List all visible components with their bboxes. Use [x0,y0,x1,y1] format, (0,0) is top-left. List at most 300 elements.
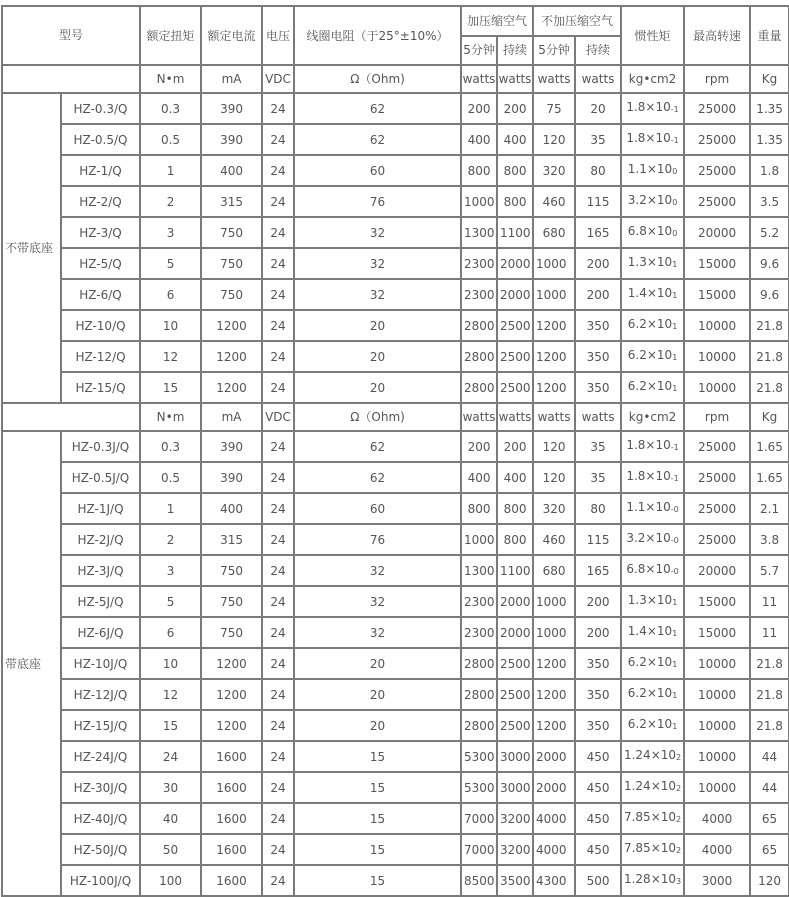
resistance-cell: 62 [294,124,461,155]
torque-cell: 10 [140,310,201,341]
inertia-cell: 6.2×101 [621,372,684,403]
table-row [2,217,789,248]
resistance-cell: 15 [294,834,461,865]
torque-cell: 2 [140,524,201,555]
pc-cell: 1100 [497,555,533,586]
p5-cell: 8500 [461,865,497,896]
u5-cell: 1200 [533,648,575,679]
speed-cell: 4000 [684,803,750,834]
p5-cell: 2300 [461,279,497,310]
u5-cell: 2000 [533,772,575,803]
p5-cell: 400 [461,462,497,493]
weight-cell: 44 [750,741,789,772]
pc-cell: 800 [497,524,533,555]
weight-cell: 5.7 [750,555,789,586]
resistance-cell: 76 [294,524,461,555]
u5-cell: 4000 [533,803,575,834]
table-row [2,493,789,524]
torque-cell: 0.3 [140,93,201,124]
current-cell: 750 [201,555,262,586]
model-cell: HZ-10J/Q [61,648,140,679]
table-row [2,741,789,772]
inertia-cell: 1.28×103 [621,865,684,896]
p5-cell: 2300 [461,617,497,648]
current-cell: 390 [201,124,262,155]
uc-cell: 20 [575,93,621,124]
torque-cell: 50 [140,834,201,865]
header-resistance: 线圈电阻（于25°±10%） [294,6,461,65]
speed-cell: 25000 [684,186,750,217]
weight-cell: 9.6 [750,248,789,279]
header-pressurized: 加压缩空气 [461,6,533,36]
voltage-cell: 24 [262,493,294,524]
torque-cell: 100 [140,865,201,896]
table-row [2,648,789,679]
current-cell: 390 [201,93,262,124]
current-cell: 400 [201,155,262,186]
uc-cell: 450 [575,803,621,834]
weight-cell: 11 [750,617,789,648]
uc-cell: 450 [575,834,621,865]
resistance-cell: 20 [294,310,461,341]
weight-cell: 1.35 [750,124,789,155]
u5-cell: 1000 [533,586,575,617]
uc-cell: 350 [575,341,621,372]
voltage-cell: 24 [262,648,294,679]
unit-inertia: kg•cm2 [621,403,684,431]
weight-cell: 11 [750,586,789,617]
model-cell: HZ-1/Q [61,155,140,186]
torque-cell: 10 [140,648,201,679]
voltage-cell: 24 [262,741,294,772]
torque-cell: 15 [140,710,201,741]
pc-cell: 2000 [497,617,533,648]
speed-cell: 10000 [684,341,750,372]
speed-cell: 10000 [684,710,750,741]
resistance-cell: 62 [294,462,461,493]
resistance-cell: 20 [294,710,461,741]
inertia-cell: 1.3×101 [621,586,684,617]
pc-cell: 3000 [497,772,533,803]
resistance-cell: 76 [294,186,461,217]
table-row [2,710,789,741]
torque-cell: 6 [140,279,201,310]
uc-cell: 165 [575,555,621,586]
p5-cell: 2800 [461,648,497,679]
inertia-cell: 6.8×100 [621,217,684,248]
current-cell: 750 [201,617,262,648]
table-row [2,586,789,617]
voltage-cell: 24 [262,372,294,403]
voltage-cell: 24 [262,834,294,865]
weight-cell: 21.8 [750,341,789,372]
p5-cell: 2300 [461,248,497,279]
torque-cell: 6 [140,617,201,648]
speed-cell: 25000 [684,524,750,555]
group-label: 不带底座 [2,93,61,403]
voltage-cell: 24 [262,248,294,279]
speed-cell: 3000 [684,865,750,896]
uc-cell: 115 [575,524,621,555]
u5-cell: 320 [533,493,575,524]
p5-cell: 1000 [461,186,497,217]
current-cell: 1200 [201,648,262,679]
weight-cell: 65 [750,803,789,834]
resistance-cell: 20 [294,648,461,679]
weight-cell: 3.5 [750,186,789,217]
uc-cell: 80 [575,155,621,186]
current-cell: 1200 [201,341,262,372]
unit-resistance: Ω（Ohm) [294,65,461,93]
uc-cell: 35 [575,462,621,493]
resistance-cell: 32 [294,217,461,248]
uc-cell: 350 [575,310,621,341]
model-cell: HZ-2J/Q [61,524,140,555]
table-row [2,93,789,124]
p5-cell: 800 [461,155,497,186]
voltage-cell: 24 [262,462,294,493]
speed-cell: 25000 [684,493,750,524]
voltage-cell: 24 [262,279,294,310]
u5-cell: 75 [533,93,575,124]
resistance-cell: 20 [294,341,461,372]
uc-cell: 35 [575,431,621,462]
weight-cell: 9.6 [750,279,789,310]
speed-cell: 15000 [684,586,750,617]
u5-cell: 4000 [533,834,575,865]
u5-cell: 1200 [533,710,575,741]
unit-torque: N•m [140,403,201,431]
table-row [2,803,789,834]
table-row [2,679,789,710]
u5-cell: 1000 [533,248,575,279]
model-cell: HZ-40J/Q [61,803,140,834]
pc-cell: 3200 [497,803,533,834]
header-current: 额定电流 [201,6,262,65]
inertia-cell: 1.1×100 [621,155,684,186]
p5-cell: 1000 [461,524,497,555]
model-cell: HZ-0.5/Q [61,124,140,155]
voltage-cell: 24 [262,155,294,186]
p5-cell: 400 [461,124,497,155]
speed-cell: 10000 [684,772,750,803]
weight-cell: 2.1 [750,493,789,524]
pc-cell: 1100 [497,217,533,248]
voltage-cell: 24 [262,710,294,741]
model-cell: HZ-6J/Q [61,617,140,648]
weight-cell: 21.8 [750,372,789,403]
table-row [2,372,789,403]
unit-inertia: kg•cm2 [621,65,684,93]
current-cell: 390 [201,462,262,493]
voltage-cell: 24 [262,341,294,372]
speed-cell: 25000 [684,431,750,462]
uc-cell: 115 [575,186,621,217]
inertia-cell: 1.3×101 [621,248,684,279]
speed-cell: 10000 [684,372,750,403]
torque-cell: 5 [140,586,201,617]
pc-cell: 2500 [497,341,533,372]
pc-cell: 2000 [497,586,533,617]
units-row [2,65,789,93]
pc-cell: 200 [497,93,533,124]
model-cell: HZ-15J/Q [61,710,140,741]
torque-cell: 0.5 [140,124,201,155]
pc-cell: 2000 [497,248,533,279]
unit-u5: watts [533,403,575,431]
pc-cell: 3000 [497,741,533,772]
torque-cell: 0.3 [140,431,201,462]
unit-weight: Kg [750,403,789,431]
model-cell: HZ-12J/Q [61,679,140,710]
inertia-cell: 7.85×102 [621,803,684,834]
voltage-cell: 24 [262,772,294,803]
table-row [2,617,789,648]
unit-current: mA [201,65,262,93]
weight-cell: 1.65 [750,462,789,493]
uc-cell: 35 [575,124,621,155]
pc-cell: 800 [497,155,533,186]
speed-cell: 15000 [684,279,750,310]
unit-pc: watts [497,403,533,431]
weight-cell: 1.65 [750,431,789,462]
weight-cell: 5.2 [750,217,789,248]
header-continuous-a: 持续 [497,36,533,66]
weight-cell: 21.8 [750,679,789,710]
table-row [2,248,789,279]
u5-cell: 460 [533,186,575,217]
unit-speed: rpm [684,403,750,431]
weight-cell: 21.8 [750,648,789,679]
current-cell: 1600 [201,834,262,865]
resistance-cell: 15 [294,865,461,896]
uc-cell: 200 [575,586,621,617]
voltage-cell: 24 [262,431,294,462]
current-cell: 1600 [201,865,262,896]
unit-uc: watts [575,65,621,93]
header-five-min-b: 5分钟 [533,36,575,66]
speed-cell: 25000 [684,155,750,186]
u5-cell: 680 [533,217,575,248]
speed-cell: 4000 [684,834,750,865]
model-cell: HZ-15/Q [61,372,140,403]
p5-cell: 200 [461,431,497,462]
torque-cell: 5 [140,248,201,279]
voltage-cell: 24 [262,617,294,648]
table-row [2,279,789,310]
current-cell: 1600 [201,772,262,803]
current-cell: 315 [201,186,262,217]
weight-cell: 1.8 [750,155,789,186]
current-cell: 315 [201,524,262,555]
inertia-cell: 1.24×102 [621,772,684,803]
model-cell: HZ-3J/Q [61,555,140,586]
weight-cell: 44 [750,772,789,803]
pc-cell: 800 [497,493,533,524]
u5-cell: 1200 [533,679,575,710]
speed-cell: 10000 [684,648,750,679]
voltage-cell: 24 [262,524,294,555]
torque-cell: 12 [140,679,201,710]
pc-cell: 2500 [497,679,533,710]
spec-table-body [2,6,789,896]
p5-cell: 2300 [461,586,497,617]
resistance-cell: 15 [294,803,461,834]
model-cell: HZ-50J/Q [61,834,140,865]
speed-cell: 25000 [684,93,750,124]
torque-cell: 1 [140,493,201,524]
table-row [2,310,789,341]
inertia-cell: 6.2×101 [621,341,684,372]
speed-cell: 10000 [684,679,750,710]
uc-cell: 200 [575,248,621,279]
resistance-cell: 32 [294,248,461,279]
header-model: 型号 [2,6,140,65]
u5-cell: 1000 [533,617,575,648]
p5-cell: 800 [461,493,497,524]
model-cell: HZ-6/Q [61,279,140,310]
torque-cell: 12 [140,341,201,372]
u5-cell: 320 [533,155,575,186]
p5-cell: 2800 [461,679,497,710]
inertia-cell: 1.8×10-1 [621,93,684,124]
unit-u5: watts [533,65,575,93]
voltage-cell: 24 [262,124,294,155]
resistance-cell: 62 [294,93,461,124]
unit-torque: N•m [140,65,201,93]
pc-cell: 2000 [497,279,533,310]
pc-cell: 400 [497,462,533,493]
pc-cell: 2500 [497,372,533,403]
inertia-cell: 6.8×10-0 [621,555,684,586]
inertia-cell: 1.8×10-1 [621,124,684,155]
voltage-cell: 24 [262,679,294,710]
header-unpressurized: 不加压缩空气 [533,6,621,36]
u5-cell: 2000 [533,741,575,772]
weight-cell: 65 [750,834,789,865]
model-cell: HZ-0.3J/Q [61,431,140,462]
weight-cell: 21.8 [750,710,789,741]
speed-cell: 25000 [684,462,750,493]
inertia-cell: 6.2×101 [621,679,684,710]
p5-cell: 200 [461,93,497,124]
u5-cell: 120 [533,431,575,462]
torque-cell: 24 [140,741,201,772]
inertia-cell: 1.8×10-1 [621,462,684,493]
current-cell: 750 [201,248,262,279]
header-torque: 额定扭矩 [140,6,201,65]
uc-cell: 165 [575,217,621,248]
uc-cell: 350 [575,710,621,741]
model-cell: HZ-10/Q [61,310,140,341]
torque-cell: 3 [140,217,201,248]
speed-cell: 25000 [684,124,750,155]
uc-cell: 200 [575,279,621,310]
header-speed: 最高转速 [684,6,750,65]
model-cell: HZ-3/Q [61,217,140,248]
pc-cell: 2500 [497,310,533,341]
inertia-cell: 7.85×102 [621,834,684,865]
table-row [2,341,789,372]
model-cell: HZ-24J/Q [61,741,140,772]
header-five-min-a: 5分钟 [461,36,497,66]
header-voltage: 电压 [262,6,294,65]
torque-cell: 0.5 [140,462,201,493]
current-cell: 750 [201,586,262,617]
uc-cell: 500 [575,865,621,896]
p5-cell: 2800 [461,710,497,741]
torque-cell: 30 [140,772,201,803]
u5-cell: 120 [533,462,575,493]
units-row [2,403,789,431]
inertia-cell: 6.2×101 [621,310,684,341]
voltage-cell: 24 [262,865,294,896]
group-label: 带底座 [2,431,61,896]
speed-cell: 15000 [684,617,750,648]
weight-cell: 3.8 [750,524,789,555]
inertia-cell: 6.2×101 [621,648,684,679]
p5-cell: 5300 [461,741,497,772]
inertia-cell: 3.2×10-0 [621,524,684,555]
pc-cell: 400 [497,124,533,155]
model-cell: HZ-5J/Q [61,586,140,617]
voltage-cell: 24 [262,310,294,341]
speed-cell: 15000 [684,248,750,279]
current-cell: 1200 [201,710,262,741]
pc-cell: 2500 [497,648,533,679]
unit-current: mA [201,403,262,431]
weight-cell: 120 [750,865,789,896]
inertia-cell: 1.4×101 [621,279,684,310]
table-row [2,772,789,803]
unit-p5: watts [461,403,497,431]
resistance-cell: 20 [294,679,461,710]
model-cell: HZ-12/Q [61,341,140,372]
p5-cell: 5300 [461,772,497,803]
header-weight: 重量 [750,6,789,65]
resistance-cell: 32 [294,617,461,648]
model-cell: HZ-2/Q [61,186,140,217]
current-cell: 1200 [201,372,262,403]
table-row [2,555,789,586]
unit-speed: rpm [684,65,750,93]
unit-voltage: VDC [262,65,294,93]
inertia-cell: 1.24×102 [621,741,684,772]
u5-cell: 1200 [533,372,575,403]
torque-cell: 40 [140,803,201,834]
resistance-cell: 15 [294,741,461,772]
resistance-cell: 32 [294,279,461,310]
speed-cell: 10000 [684,310,750,341]
resistance-cell: 62 [294,431,461,462]
table-row [2,155,789,186]
inertia-cell: 1.1×10-0 [621,493,684,524]
header-continuous-b: 持续 [575,36,621,66]
weight-cell: 1.35 [750,93,789,124]
table-row [2,865,789,896]
pc-cell: 3500 [497,865,533,896]
pc-cell: 2500 [497,710,533,741]
p5-cell: 2800 [461,310,497,341]
resistance-cell: 32 [294,555,461,586]
header-inertia: 惯性矩 [621,6,684,65]
torque-cell: 15 [140,372,201,403]
table-row [2,462,789,493]
speed-cell: 20000 [684,217,750,248]
table-row [2,834,789,865]
uc-cell: 80 [575,493,621,524]
voltage-cell: 24 [262,93,294,124]
